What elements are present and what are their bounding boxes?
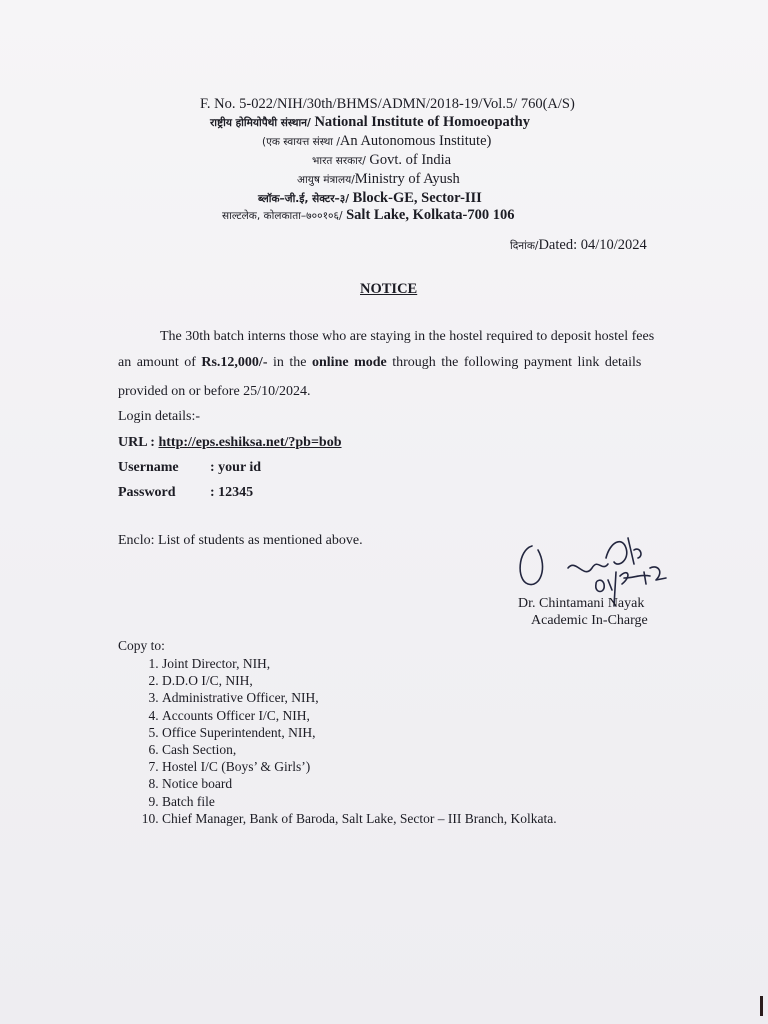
body-line-1: The 30th batch interns those who are staying in the hostel required to deposit hostel fees bbox=[160, 329, 655, 344]
password-label: Password bbox=[118, 485, 176, 500]
institute-hindi: राष्ट्रीय होमियोपैथी संस्थान/ bbox=[210, 117, 311, 129]
list-item: 7. Hostel I/C (Boys’ & Girls’) bbox=[162, 758, 557, 775]
list-item: 4. Accounts Officer I/C, NIH, bbox=[162, 707, 557, 724]
copy-to-label: Copy to: bbox=[118, 638, 165, 653]
list-item: 6. Cash Section, bbox=[162, 741, 557, 758]
institute-line bbox=[210, 113, 530, 132]
list-item: 2. D.D.O I/C, NIH, bbox=[162, 672, 557, 689]
signatory-name: Dr. Chintamani Nayak bbox=[518, 596, 645, 611]
url-line: URL : http://eps.eshiksa.net/?pb=bob bbox=[118, 435, 342, 450]
login-label: Login details:- bbox=[118, 409, 201, 424]
payment-mode: online mode bbox=[312, 355, 387, 370]
signatory-designation: Academic In-Charge bbox=[531, 613, 648, 628]
address-english: Salt Lake, Kolkata-700 106 bbox=[346, 207, 515, 223]
govt-hindi: भारत सरकार/ bbox=[312, 155, 366, 167]
institute-english: National Institute of Homoeopathy bbox=[314, 114, 530, 130]
enclosure-note: Enclo: List of students as mentioned above. bbox=[118, 533, 363, 548]
list-item: 3. Administrative Officer, NIH, bbox=[162, 689, 557, 706]
username-value: : your id bbox=[210, 460, 262, 475]
username-label: Username bbox=[118, 460, 179, 475]
file-number: F. No. 5-022/NIH/30th/BHMS/ADMN/2018-19/Vol.5/ 760(A/S) bbox=[200, 96, 575, 112]
amount-value: Rs.12,000/- bbox=[201, 355, 268, 370]
mode-intro: in the bbox=[273, 355, 307, 370]
notice-title: NOTICE bbox=[360, 281, 418, 297]
list-item: 1. Joint Director, NIH, bbox=[162, 655, 557, 672]
ministry-english: Ministry of Ayush bbox=[354, 171, 460, 187]
dated-label: Dated: bbox=[538, 237, 578, 253]
body-line-2 bbox=[118, 355, 641, 371]
govt-line bbox=[312, 151, 451, 170]
password-value: : 12345 bbox=[210, 485, 254, 500]
url-label: URL bbox=[118, 435, 147, 450]
copy-to-list bbox=[140, 655, 557, 827]
dated-line bbox=[510, 236, 647, 255]
address-hindi: साल्टलेक, कोलकाता–७००१०६/ bbox=[222, 210, 343, 222]
list-item: 10. Chief Manager, Bank of Baroda, Salt Lake, Sector – III Branch, Kolkata. bbox=[162, 810, 557, 827]
list-item: 8. Notice board bbox=[162, 775, 557, 792]
ministry-hindi: आयुष मंत्रालय/ bbox=[297, 174, 355, 186]
amount-intro: an amount of bbox=[118, 355, 196, 370]
govt-english: Govt. of India bbox=[369, 152, 452, 168]
dated-value: 04/10/2024 bbox=[580, 237, 647, 253]
dated-hindi: दिनांक/ bbox=[510, 240, 539, 252]
block-english: Block-GE, Sector-III bbox=[352, 190, 482, 206]
address-line bbox=[222, 206, 514, 225]
autonomous-english: An Autonomous Institute) bbox=[339, 133, 492, 149]
autonomous-hindi: (एक स्वायत्त संस्था / bbox=[262, 136, 340, 148]
list-item: 5. Office Superintendent, NIH, bbox=[162, 724, 557, 741]
ministry-line bbox=[297, 170, 460, 189]
block-hindi: ब्लॉक–जी.ई, सेक्टर–३/ bbox=[258, 193, 350, 205]
autonomous-line bbox=[262, 132, 491, 151]
edge-mark bbox=[760, 996, 763, 1016]
body-line-3: provided on or before 25/10/2024. bbox=[118, 384, 311, 399]
list-item: 9. Batch file bbox=[162, 793, 557, 810]
mode-outro: through the following payment link details bbox=[392, 355, 642, 370]
payment-url-link[interactable]: http://eps.eshiksa.net/?pb=bob bbox=[158, 435, 342, 450]
